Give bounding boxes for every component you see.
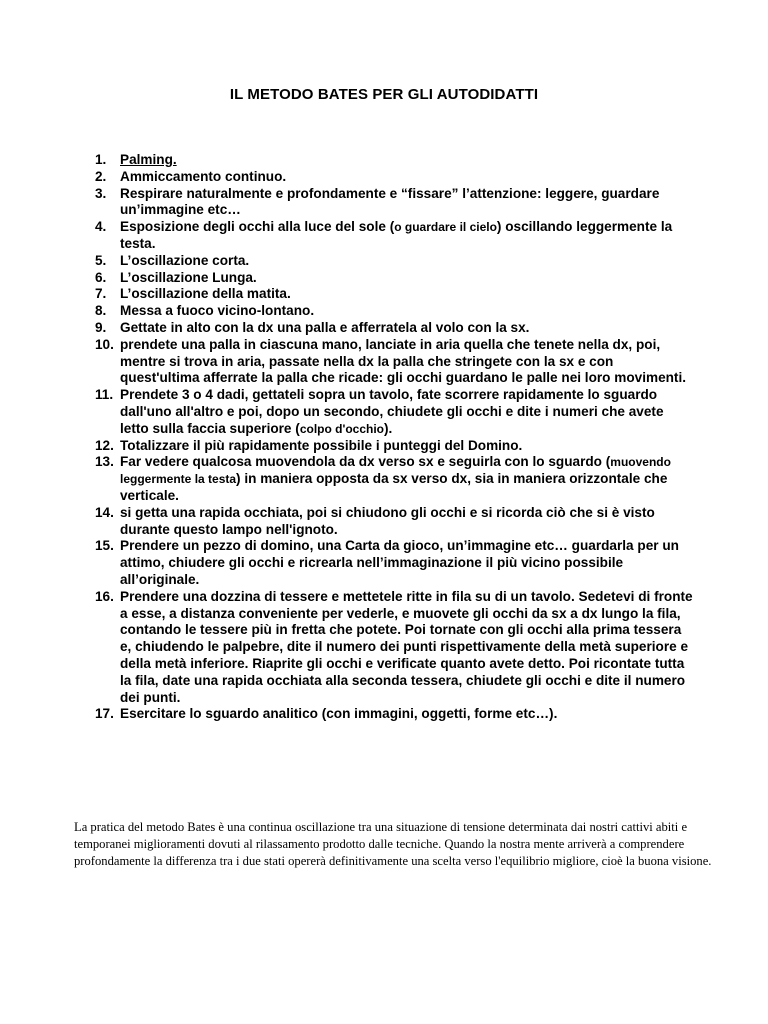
list-item xyxy=(95,438,695,455)
list-item-number: 17. xyxy=(95,706,114,722)
list-item xyxy=(95,253,695,270)
list-item-number: 2. xyxy=(95,168,107,184)
list-item-number: 16. xyxy=(95,588,114,604)
list-item-number: 7. xyxy=(95,286,107,302)
list-item-number: 3. xyxy=(95,185,107,201)
list-item-text xyxy=(120,219,695,253)
list-item xyxy=(95,186,695,220)
list-item xyxy=(95,505,695,539)
list-item-text: L’oscillazione Lunga. xyxy=(120,269,257,285)
list-item-number: 1. xyxy=(95,152,107,167)
list-item xyxy=(95,270,695,287)
list-item xyxy=(95,303,695,320)
list-item-text: Ammiccamento continuo. xyxy=(120,168,287,184)
list-item xyxy=(95,387,695,437)
list-item-number: 5. xyxy=(95,252,107,268)
list-item xyxy=(95,286,695,303)
list-item-number: 13. xyxy=(95,454,114,470)
list-item-number: 4. xyxy=(95,219,107,235)
list-item xyxy=(95,454,695,504)
list-item xyxy=(95,169,695,186)
closing-paragraph: La pratica del metodo Bates è una continua oscillazione tra una situazione di tensione determinata dai nostri cattivi abiti e temporanei miglioramenti dovuti al rilassamento prodotto dalle tecniche. Quando la nostra mente arriverà a comprendere profondamente la differenza tra i due stati opererà definitivamente una scelta verso l'equilibrio migliore, cioè la buona visione. xyxy=(74,819,712,868)
list-item-text xyxy=(120,387,695,437)
list-item-text: L’oscillazione corta. xyxy=(120,252,250,268)
list-item xyxy=(95,320,695,337)
list-item-note: muovendo leggermente la testa xyxy=(120,455,671,487)
list-item-text: Respirare naturalmente e profondamente e “fissare” l’attenzione: leggere, guardare un’immagine etc… xyxy=(120,185,660,218)
list-item-text: Prendere una dozzina di tessere e mettetele ritte in fila su di un tavolo. Sedetevi di fronte a esse, a distanza conveniente per vederle, e muovete gli occhi da sx a dx lungo la fila, contando le tessere più in fretta che potete. Poi tornate con gli occhi alla prima tessera e, chiudendo le palpebre, dite il numero dei punti rispettivamente della metà superiore e della metà inferiore. Riaprite gli occhi e verificate quanto avete detto. Poi ricontate tutta la fila, date una rapida occhiata alla seconda tessera, chiudete gli occhi e dite il numero dei punti. xyxy=(120,588,693,705)
list-item-text: Palming. xyxy=(120,152,177,167)
list-item-text xyxy=(120,454,695,504)
list-item xyxy=(95,219,695,253)
list-item xyxy=(95,589,695,707)
list-item-number: 11. xyxy=(95,387,114,403)
list-item-text: Gettate in alto con la dx una palla e afferratela al volo con la sx. xyxy=(120,319,530,335)
list-item-number: 9. xyxy=(95,319,107,335)
list-item xyxy=(95,337,695,387)
list-item-text-part: Esposizione degli occhi alla luce del sole ( xyxy=(120,219,395,235)
list-item-text-part: Prendete 3 o 4 dadi, gettateli sopra un tavolo, fate scorrere rapidamente lo sguardo dall'uno all'altro e poi, dopo un secondo, chiudete gli occhi e dite i numeri che avete letto sulla faccia superiore ( xyxy=(120,387,664,436)
list-item-note: colpo d'occhio xyxy=(299,421,384,436)
document-title: IL METODO BATES PER GLI AUTODIDATTI xyxy=(229,86,539,103)
list-item-number: 10. xyxy=(95,336,114,352)
list-item-number: 6. xyxy=(95,269,107,285)
list-item-text-part: ). xyxy=(384,420,393,436)
list-item xyxy=(95,538,695,588)
list-item-number: 8. xyxy=(95,303,107,319)
list-item-text: Messa a fuoco vicino-lontano. xyxy=(120,303,315,319)
list-item xyxy=(95,706,695,723)
list-item-text-part: Far vedere qualcosa muovendola da dx verso sx e seguirla con lo sguardo ( xyxy=(120,454,611,470)
list-item-text: si getta una rapida occhiata, poi si chiudono gli occhi e si ricorda ciò che si è visto durante questo lampo nell'ignoto. xyxy=(120,504,655,537)
list-item-text: Prendere un pezzo di domino, una Carta da gioco, un’immagine etc… guardarla per un attimo, chiudere gli occhi e ricrearla nell’immaginazione il più vicino possibile all’originale. xyxy=(120,538,679,587)
list-item-text: L’oscillazione della matita. xyxy=(120,286,291,302)
list-item-number: 12. xyxy=(95,437,114,453)
list-item-text: Esercitare lo sguardo analitico (con immagini, oggetti, forme etc…). xyxy=(120,706,558,722)
list-item-text-part: ) in maniera opposta da sx verso dx, sia in maniera orizzontale che verticale. xyxy=(120,471,668,503)
list-item-number: 14. xyxy=(95,504,114,520)
exercise-list xyxy=(95,152,695,723)
list-item-note: o guardare il cielo xyxy=(394,220,497,235)
list-item-text-part: ) oscillando leggermente la testa. xyxy=(120,219,673,251)
list-item xyxy=(95,152,695,169)
list-item-text: Totalizzare il più rapidamente possibile i punteggi del Domino. xyxy=(120,437,523,453)
list-item-text: prendete una palla in ciascuna mano, lanciate in aria quella che tenete nella dx, poi, mentre si trova in aria, passate nella dx la palla che stringete con la sx e con quest'ultima afferrate la palla che ricade: gli occhi guardano le palle nei loro movimenti. xyxy=(120,336,687,386)
list-item-number: 15. xyxy=(95,538,114,554)
